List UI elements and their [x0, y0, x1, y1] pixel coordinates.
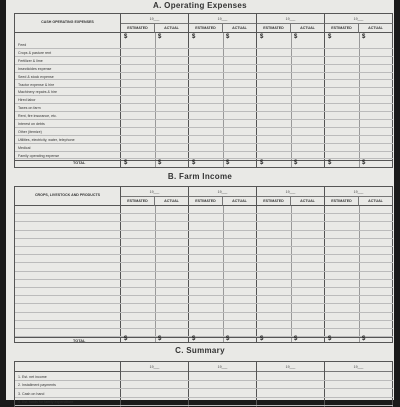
summary-left-header [15, 362, 121, 372]
income-row[interactable] [15, 222, 393, 230]
estimated-header: ESTIMATED [121, 24, 155, 33]
dollar-sign: $ [328, 336, 332, 343]
actual-header: ACTUAL [359, 24, 393, 33]
dollar-sign: $ [124, 336, 128, 343]
expense-row-label: Seed & stock expense [18, 74, 54, 79]
income-row[interactable] [15, 296, 393, 304]
summary-row-label: 4. Est. funds for family expenditure [18, 400, 74, 404]
year-header[interactable]: 19___ [189, 187, 257, 197]
expense-row[interactable] [15, 144, 393, 152]
actual-header: ACTUAL [359, 197, 393, 206]
dollar-sign: $ [294, 159, 298, 166]
dollar-sign: $ [124, 159, 128, 166]
total-label: TOTAL [73, 161, 86, 165]
dollar-sign: $ [328, 34, 332, 40]
expense-row[interactable] [15, 73, 393, 81]
year-header[interactable]: 19___ [257, 187, 325, 197]
year-header[interactable]: 19___ [325, 187, 393, 197]
expense-row[interactable] [15, 112, 393, 120]
dollar-sign: $ [294, 34, 298, 40]
income-row[interactable] [15, 321, 393, 329]
expense-row[interactable] [15, 120, 393, 128]
summary-row[interactable] [15, 372, 393, 381]
dollar-sign: $ [158, 336, 162, 343]
estimated-header: ESTIMATED [257, 197, 291, 206]
section-b-title: B. Farm Income [167, 172, 233, 181]
dollar-sign: $ [158, 159, 162, 166]
farm-income-table [14, 186, 393, 343]
summary-row[interactable] [15, 381, 393, 390]
year-header[interactable]: 19___ [121, 14, 189, 24]
expense-row-label: Rent, fire insurance, etc. [18, 114, 57, 119]
expense-row[interactable] [15, 81, 393, 89]
dollar-sign: $ [192, 336, 196, 343]
total-label: TOTAL [73, 338, 86, 343]
dollar-sign: $ [226, 336, 230, 343]
dollar-sign: $ [294, 336, 298, 343]
expense-row[interactable] [15, 152, 393, 160]
dollar-sign: $ [158, 34, 162, 40]
estimated-header: ESTIMATED [257, 24, 291, 33]
expense-row-label: Hired labor [18, 98, 36, 103]
dollar-sign: $ [226, 34, 230, 40]
income-row[interactable] [15, 247, 393, 255]
dollar-sign: $ [192, 159, 196, 166]
dollar-sign: $ [362, 336, 366, 343]
income-row[interactable] [15, 329, 393, 337]
expense-row-label: Fertilizer & lime [18, 58, 43, 63]
expense-row-label: Insecticides expense [18, 66, 52, 71]
income-row[interactable] [15, 206, 393, 214]
year-header[interactable]: 19___ [257, 362, 325, 372]
expense-row[interactable] [15, 96, 393, 104]
income-row[interactable] [15, 214, 393, 222]
estimated-header: ESTIMATED [189, 197, 223, 206]
income-row[interactable] [15, 231, 393, 239]
actual-header: ACTUAL [155, 24, 189, 33]
dollar-sign: $ [362, 34, 366, 40]
actual-header: ACTUAL [223, 197, 257, 206]
expense-row[interactable] [15, 128, 393, 136]
income-row[interactable] [15, 239, 393, 247]
expense-row-label: Crops & pasture rent [18, 50, 52, 55]
expense-row-label: Interest on debts [18, 122, 45, 126]
summary-row-label: 3. Cash on hand [18, 391, 45, 396]
estimated-header: ESTIMATED [189, 24, 223, 33]
dollar-sign: $ [328, 159, 332, 166]
year-header[interactable]: 19___ [121, 187, 189, 197]
income-row[interactable] [15, 288, 393, 296]
year-header[interactable]: 19___ [189, 362, 257, 372]
section_b-left-header: CROPS, LIVESTOCK AND PRODUCTS [15, 187, 121, 206]
year-header[interactable]: 19___ [325, 362, 393, 372]
expense-row-label: Feed [18, 43, 27, 47]
expense-row[interactable] [15, 104, 393, 112]
year-header[interactable]: 19___ [121, 362, 189, 372]
expense-row-label: Taxes on farm [18, 106, 41, 111]
income-row[interactable] [15, 263, 393, 271]
section_a-left-header: CASH OPERATING EXPENSES [15, 14, 121, 33]
operating-expenses-table [14, 13, 393, 168]
total-row[interactable] [15, 337, 393, 343]
total-row[interactable] [15, 160, 393, 169]
dollar-sign: $ [260, 336, 264, 343]
dollar-sign: $ [124, 34, 128, 40]
year-header[interactable]: 19___ [189, 14, 257, 24]
expense-row-label: Medical [18, 145, 31, 150]
expense-row[interactable] [15, 88, 393, 96]
year-header[interactable]: 19___ [257, 14, 325, 24]
dollar-sign: $ [260, 159, 264, 166]
expense-row-label: Utilities, electricity, water, telephone [18, 137, 75, 142]
expense-row-label: Family operating expense [18, 153, 60, 158]
year-header[interactable]: 19___ [325, 14, 393, 24]
expense-row[interactable] [15, 49, 393, 57]
expense-row-label: Machinery repairs & hire [18, 90, 57, 95]
estimated-header: ESTIMATED [325, 197, 359, 206]
actual-header: ACTUAL [291, 197, 325, 206]
income-row[interactable] [15, 255, 393, 263]
actual-header: ACTUAL [291, 24, 325, 33]
summary-table [14, 361, 393, 407]
dollar-sign: $ [192, 34, 196, 40]
dollar-sign: $ [362, 159, 366, 166]
actual-header: ACTUAL [223, 24, 257, 33]
income-row[interactable] [15, 304, 393, 312]
income-row[interactable] [15, 272, 393, 280]
dollar-sign: $ [226, 159, 230, 166]
expense-row[interactable] [15, 65, 393, 73]
estimated-header: ESTIMATED [325, 24, 359, 33]
expense-row[interactable] [15, 41, 393, 49]
section-c-title: C. Summary [175, 346, 225, 355]
section-a-title: A. Operating Expenses [153, 1, 247, 10]
income-row[interactable] [15, 313, 393, 321]
expense-row[interactable] [15, 57, 393, 65]
expense-row-label: Other (itemize) [18, 129, 42, 134]
summary-row-label: 1. Est. net income [18, 374, 47, 379]
estimated-header: ESTIMATED [121, 197, 155, 206]
income-row[interactable] [15, 280, 393, 288]
expense-row-label: Tractor expense & hire [18, 82, 55, 87]
summary-row[interactable] [15, 389, 393, 398]
budget-form-page [6, 0, 394, 404]
actual-header: ACTUAL [155, 197, 189, 206]
summary-row-label: 2. Installment payments [18, 383, 56, 387]
dollar-sign: $ [260, 34, 264, 40]
